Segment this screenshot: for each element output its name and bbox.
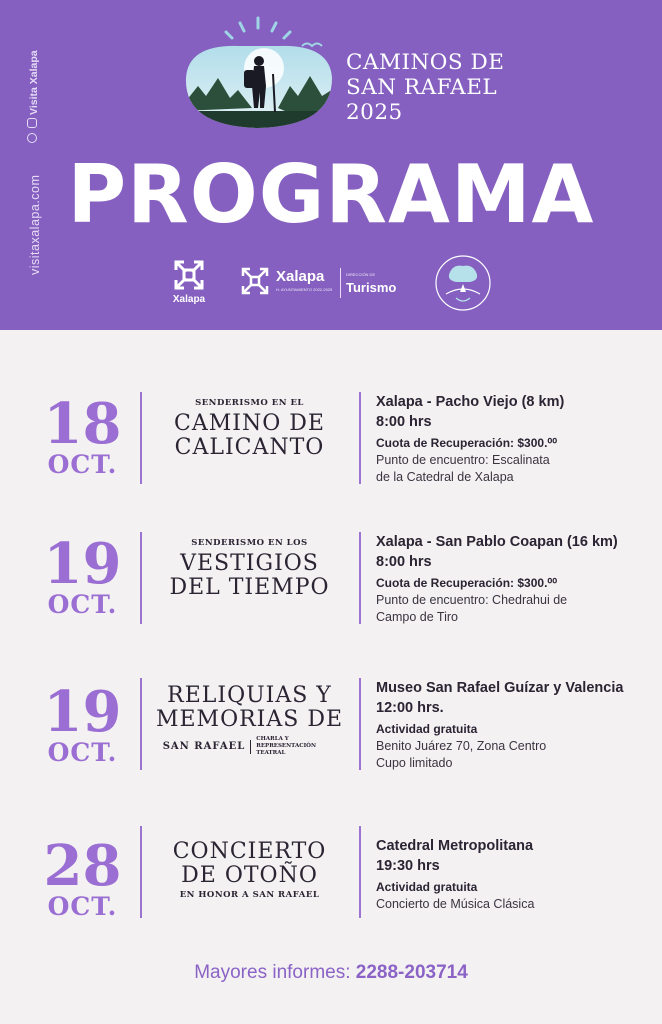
divider-line	[359, 392, 361, 484]
divider-line	[140, 392, 142, 484]
website-link[interactable]: visitaxalapa.com	[28, 174, 42, 275]
dept-name: Turismo	[346, 280, 397, 295]
event-time: 19:30 hrs	[376, 858, 440, 874]
event-month: OCT.	[47, 590, 118, 619]
xalapa-emblem-logo	[165, 258, 213, 305]
social-icons	[24, 118, 40, 148]
event-note: Campo de Tiro	[376, 610, 458, 624]
event-place: Catedral Metropolitana	[376, 838, 534, 854]
event-month: OCT.	[47, 738, 118, 767]
social-handle[interactable]: Visita Xalapa	[28, 50, 40, 115]
instagram-icon[interactable]	[27, 118, 37, 128]
event-details	[376, 836, 656, 913]
divider-line	[140, 826, 142, 918]
event-item	[0, 392, 662, 502]
event-title-line: VESTIGIOS	[180, 551, 319, 576]
event-day: 18	[43, 391, 122, 457]
divider-line	[359, 678, 361, 770]
event-date	[30, 833, 135, 921]
event-title-line-1: CAMINOS DE	[346, 50, 505, 75]
subtitle-divider	[250, 740, 251, 754]
event-title-small: SENDERISMO EN EL	[195, 398, 304, 408]
divider-line	[359, 532, 361, 624]
event-details	[376, 392, 656, 486]
hiker-landscape-logo	[178, 16, 338, 134]
header-banner	[0, 0, 662, 330]
event-details	[376, 678, 656, 772]
event-note: Punto de encuentro: Chedrahui de	[376, 593, 568, 607]
event-subtitle-note: CHARLA Y REPRESENTACIÓN TEATRAL	[256, 736, 316, 756]
event-fee-value: $300.⁰⁰	[517, 436, 558, 450]
event-title-block	[146, 840, 353, 900]
event-details	[376, 532, 656, 626]
event-place: Museo San Rafael Guízar y Valencia	[376, 680, 624, 696]
event-fee-value: $300.⁰⁰	[517, 576, 558, 590]
xalapa-city-icon	[240, 266, 270, 296]
event-time: 8:00 hrs	[376, 554, 432, 570]
event-month: OCT.	[47, 892, 118, 921]
event-fee	[376, 434, 656, 452]
contact-footer	[0, 962, 662, 984]
event-title-line: DE OTOÑO	[181, 863, 318, 888]
event-note: Punto de encuentro: Escalinata	[376, 453, 550, 467]
event-day: 28	[43, 833, 122, 899]
city-logo-name: Xalapa	[276, 268, 325, 285]
event-item	[0, 532, 662, 642]
logo-divider	[340, 268, 341, 298]
event-item	[0, 826, 662, 936]
event-title	[346, 50, 504, 125]
event-fee-label: Actividad gratuita	[376, 880, 478, 894]
contact-phone[interactable]: 2288-203714	[355, 962, 468, 983]
event-subtitle-row	[146, 736, 353, 757]
event-title-line: CALICANTO	[174, 435, 325, 460]
event-subtitle-main: SAN RAFAEL	[162, 741, 246, 752]
facebook-icon[interactable]	[27, 133, 37, 143]
contact-label: Mayores informes:	[194, 962, 351, 983]
dept-small-label: DIRECCIÓN DE	[346, 272, 376, 277]
event-title-line-2: SAN RAFAEL	[346, 75, 498, 100]
event-title-block	[146, 398, 353, 460]
event-title-line: RELIQUIAS Y	[167, 683, 332, 708]
event-date	[30, 531, 135, 619]
event-time: 12:00 hrs.	[376, 700, 444, 716]
event-time: 8:00 hrs	[376, 414, 432, 430]
event-date	[30, 391, 135, 479]
event-title-line-3: 2025	[346, 100, 403, 125]
event-title-line: CONCIERTO	[172, 839, 327, 864]
event-title-block	[146, 684, 353, 757]
event-note: Benito Juárez 70, Zona Centro	[376, 739, 547, 753]
event-title-block	[146, 538, 353, 600]
event-place: Xalapa - Pacho Viejo (8 km)	[376, 394, 565, 410]
event-title-line: CAMINO DE	[174, 411, 325, 436]
event-note: de la Catedral de Xalapa	[376, 470, 514, 484]
xalapa-emblem-label: Xalapa	[172, 294, 206, 305]
main-title: PROGRAMA	[67, 148, 595, 241]
sponsor-logos	[0, 252, 662, 316]
event-fee-label: Cuota de Recuperación:	[376, 436, 515, 450]
event-day: 19	[43, 679, 122, 745]
divider-line	[140, 532, 142, 624]
event-title-small: SENDERISMO EN LOS	[191, 538, 308, 548]
event-day: 19	[43, 531, 122, 597]
event-month: OCT.	[47, 450, 118, 479]
city-logo-subtitle: H. AYUNTAMIENTO 2022-2025	[276, 287, 333, 292]
event-title-small: EN HONOR A SAN RAFAEL	[179, 890, 320, 900]
event-date	[30, 679, 135, 767]
event-fee	[376, 574, 656, 592]
event-title-line: MEMORIAS DE	[155, 707, 344, 732]
event-item	[0, 678, 662, 788]
divider-line	[359, 826, 361, 918]
parish-emblem-icon	[434, 254, 492, 312]
event-fee-label: Actividad gratuita	[376, 722, 478, 736]
event-place: Xalapa - San Pablo Coapan (16 km)	[376, 534, 618, 550]
event-note: Concierto de Música Clásica	[376, 897, 535, 911]
event-note: Cupo limitado	[376, 756, 453, 770]
event-fee-label: Cuota de Recuperación:	[376, 576, 515, 590]
xalapa-emblem-icon	[172, 258, 206, 292]
event-title-line: DEL TIEMPO	[169, 575, 330, 600]
divider-line	[140, 678, 142, 770]
